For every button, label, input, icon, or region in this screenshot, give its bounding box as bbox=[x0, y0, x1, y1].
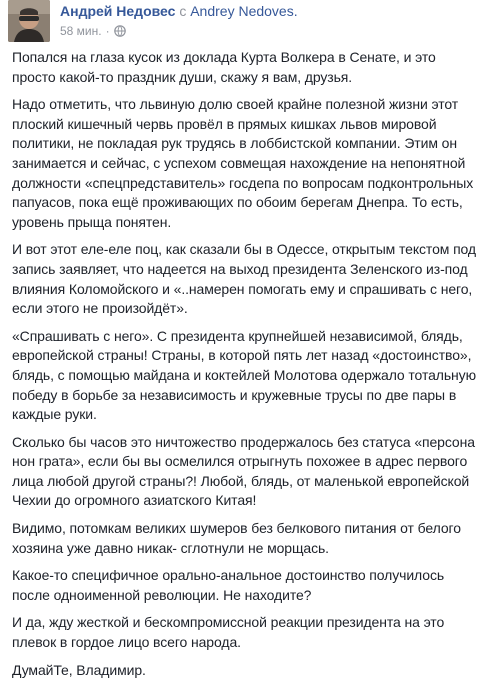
author-name-link[interactable]: Андрей Недовес bbox=[60, 3, 176, 19]
post-paragraph: Надо отметить, что львиную долю своей крайне полезной жизни этот плоский кишечный червь провёл в прямых кишках львов мировой политики, не покладая рук трудясь в лоббистской компании. Этим он занимается и сейчас, с успехом совмещая нахождение на непонятной должности «спецпредставитель» госдепа по вопросам подконтрольных папуасов, пока ещё проживающих по обоим берегам Днепра. То есть, уровень прыща понятен. bbox=[12, 96, 474, 230]
tagged-author-link[interactable]: Andrey Nedoves. bbox=[190, 3, 298, 19]
post-paragraph: «Спрашивать с него». С президента крупнейшей независимой, блядь, европейской страны! Страны, в которой пять лет назад «достоинство», блядь, с помощью майдана и коктейлей Молотова одержало тотальную победу в борьбе за независимость и кружевные трусы по две пары в каждые руки. bbox=[12, 327, 476, 423]
post-paragraph: Попался на глаза кусок из доклада Курта Волкера в Сенате, и это просто какой-то праздник души, скажу я вам, друзья. bbox=[12, 49, 436, 85]
post-paragraph: Какое-то специфичное орально-анальное достоинство получилось после одноименной революции. Не находите? bbox=[12, 567, 445, 603]
post-paragraph: И да, жду жесткой и бескомпромиссной реакции президента на это плевок в гордое лицо всего народа. bbox=[12, 614, 445, 651]
post-header bbox=[8, 0, 478, 44]
post-paragraph: Видимо, потомкам великих шумеров без белкового питания от белого хозяина уже давно никак- сглотнули не морщась. bbox=[12, 520, 461, 556]
globe-icon[interactable] bbox=[114, 25, 126, 37]
meta-separator: · bbox=[105, 24, 110, 38]
author-line bbox=[60, 2, 298, 20]
post-meta bbox=[60, 23, 126, 39]
post-paragraph: ДумайТе, Владимир. bbox=[12, 661, 146, 678]
post-body bbox=[12, 48, 480, 688]
author-connector: с bbox=[179, 3, 187, 19]
post-paragraph: И вот этот еле-еле поц, как сказали бы в Одессе, открытым текстом под запись заявляет, что надеется на выход президента Зеленского из-под влияния Коломойского и «..намерен помогать ему и спрашивать с него, если этого не произойдёт». bbox=[12, 241, 476, 317]
post-timestamp-link[interactable]: 58 мин. bbox=[60, 24, 102, 38]
avatar[interactable] bbox=[8, 0, 50, 42]
post-paragraph: Сколько бы часов это ничтожество продержалось без статуса «персона нон грата», если бы вы осмелился отрыгнуть похожее в адрес первого лица любой другой страны?! Любой, блядь, от маленькой европейской Чехии до огромного азиатского Китая! bbox=[12, 433, 475, 509]
avatar-photo-icon bbox=[8, 0, 50, 42]
